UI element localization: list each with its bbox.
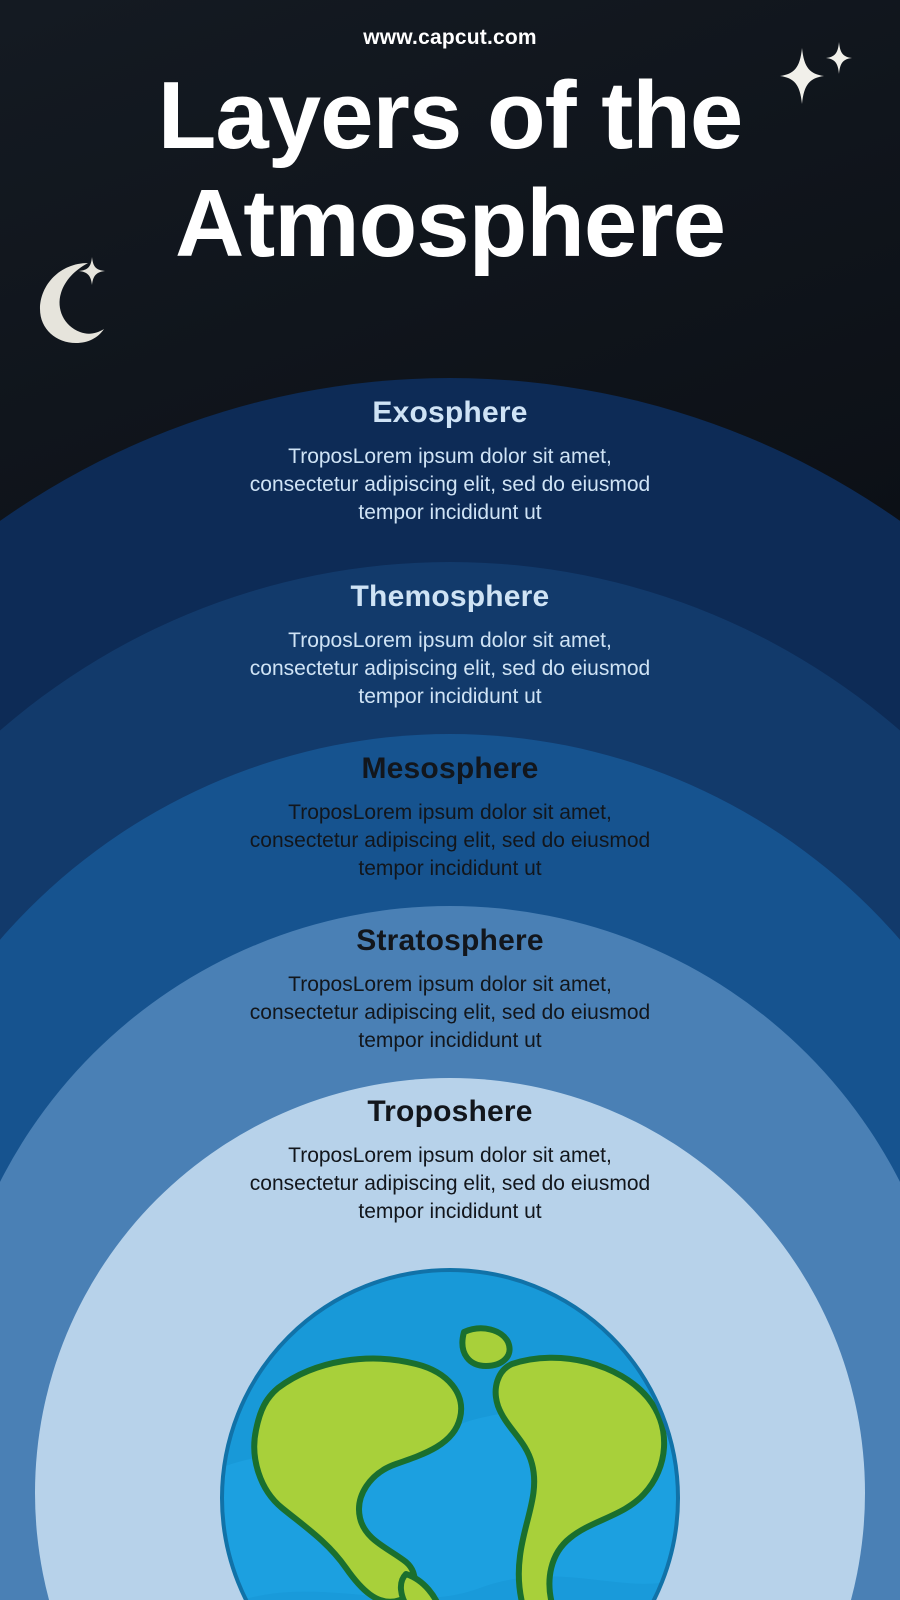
layer-body-exosphere: TroposLorem ipsum dolor sit amet, consectetur adipiscing elit, sed do eiusmod tempor incididunt ut <box>249 445 651 524</box>
layer-title-stratosphere: Stratosphere <box>356 924 544 957</box>
layer-title-mesosphere: Mesosphere <box>361 752 539 785</box>
layer-title-thermosphere: Themosphere <box>350 580 550 613</box>
layer-mesosphere <box>0 752 900 883</box>
layer-thermosphere <box>0 580 900 711</box>
sparkle-icon <box>826 42 852 74</box>
layer-body-thermosphere: TroposLorem ipsum dolor sit amet, consectetur adipiscing elit, sed do eiusmod tempor incididunt ut <box>249 629 651 708</box>
layer-body-mesosphere: TroposLorem ipsum dolor sit amet, consectetur adipiscing elit, sed do eiusmod tempor incididunt ut <box>249 801 651 880</box>
page-title-line-1: Layers of the <box>157 62 743 169</box>
layer-stratosphere <box>0 924 900 1055</box>
layer-body-stratosphere: TroposLorem ipsum dolor sit amet, consectetur adipiscing elit, sed do eiusmod tempor incididunt ut <box>249 973 651 1052</box>
layer-body-troposphere: TroposLorem ipsum dolor sit amet, consectetur adipiscing elit, sed do eiusmod tempor incididunt ut <box>249 1144 651 1223</box>
site-watermark: www.capcut.com <box>363 26 537 49</box>
crescent-moon-icon <box>30 255 110 350</box>
sparkle-icon <box>780 48 824 104</box>
layer-exosphere <box>0 396 900 527</box>
page-title-line-2: Atmosphere <box>174 169 726 277</box>
earth-globe-icon <box>220 1268 680 1600</box>
layer-title-troposphere: Troposhere <box>367 1095 533 1128</box>
layer-title-exosphere: Exosphere <box>372 396 528 429</box>
page-title <box>0 62 900 277</box>
layer-troposphere <box>0 1095 900 1226</box>
